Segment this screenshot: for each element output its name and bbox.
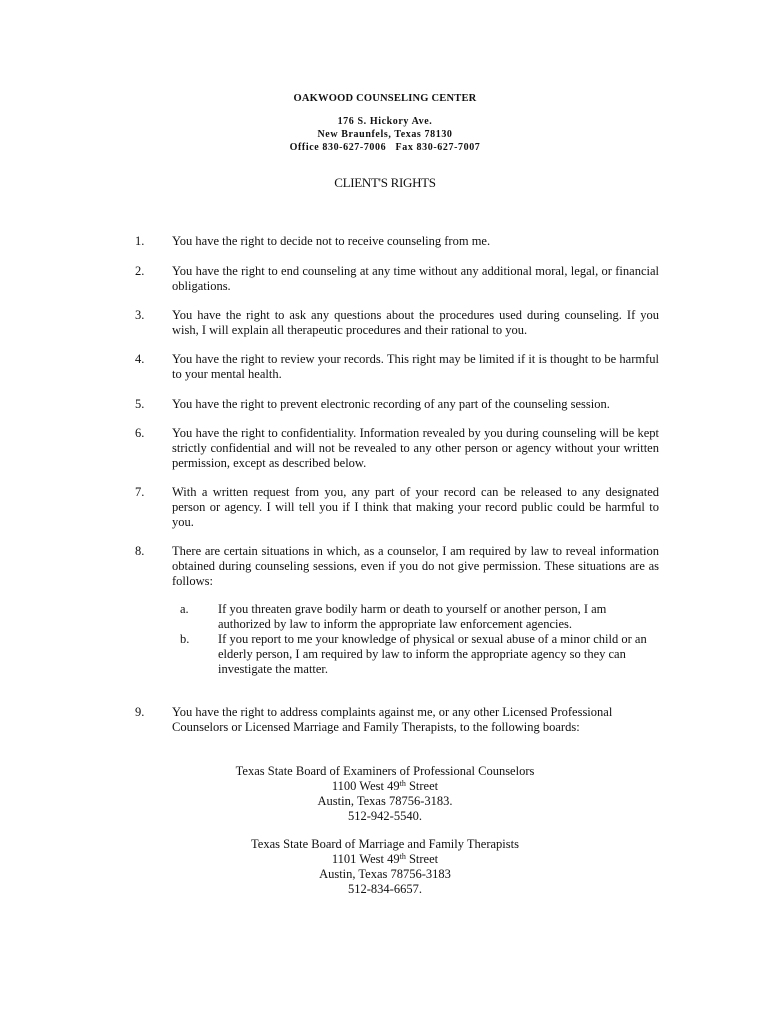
sub-item-text: If you threaten grave bodily harm or death to yourself or another person, I am authorized by law to inform the appropriate law enforcement agencies. bbox=[218, 602, 607, 631]
item-number: 6. bbox=[135, 426, 145, 440]
item-text: You have the right to decide not to receive counseling from me. bbox=[172, 234, 491, 248]
board-street bbox=[0, 852, 770, 867]
phone-fax-line: Office 830-627-7006 Fax 830-627-7007 bbox=[289, 142, 481, 153]
item-number: 8. bbox=[135, 544, 145, 558]
item-number: 1. bbox=[135, 234, 145, 248]
item-text: With a written request from you, any part of your record can be released to any designated person or agency. I will tell you if I think that making your record public could be harmful to you. bbox=[172, 485, 659, 529]
street-number: 1100 West 49 bbox=[331, 779, 400, 793]
item-number: 3. bbox=[135, 308, 145, 322]
board-phone: 512-942-5540. bbox=[348, 809, 422, 823]
address-line-2: New Braunfels, Texas 78130 bbox=[317, 129, 453, 140]
item-number: 5. bbox=[135, 397, 145, 411]
street-ordinal: th bbox=[399, 779, 406, 788]
letterhead bbox=[0, 92, 770, 154]
item-text: You have the right to ask any questions about the procedures used during counseling. If you wish, I will explain all therapeutic procedures and their rational to you. bbox=[172, 308, 659, 337]
sub-item-letter: b. bbox=[180, 632, 190, 646]
address-block bbox=[0, 115, 770, 154]
item-number: 4. bbox=[135, 352, 145, 366]
board-address bbox=[0, 764, 770, 824]
item-text: You have the right to address complaints against me, or any other Licensed Professional Counselors or Licensed Marriage and Family Therapists, to the following boards: bbox=[172, 705, 613, 734]
board-phone: 512-834-6657. bbox=[348, 882, 422, 896]
board-name: Texas State Board of Marriage and Family Therapists bbox=[251, 837, 519, 851]
board-address bbox=[0, 837, 770, 897]
street-name: Street bbox=[405, 779, 439, 793]
page-title: CLIENT'S RIGHTS bbox=[334, 175, 436, 190]
item-text: There are certain situations in which, as a counselor, I am required by law to reveal information obtained during counseling sessions, even if you do not give permission. These situations are as follows: bbox=[172, 544, 659, 588]
item-number: 2. bbox=[135, 264, 145, 278]
item-number: 9. bbox=[135, 705, 145, 719]
board-street bbox=[0, 779, 770, 794]
street-ordinal: th bbox=[399, 852, 406, 861]
item-text: You have the right to end counseling at any time without any additional moral, legal, or financial obligations. bbox=[172, 264, 659, 293]
center-name: OAKWOOD COUNSELING CENTER bbox=[293, 93, 477, 104]
street-name: Street bbox=[405, 852, 439, 866]
board-city: Austin, Texas 78756-3183. bbox=[317, 794, 453, 808]
board-name: Texas State Board of Examiners of Professional Counselors bbox=[235, 764, 535, 778]
item-number: 7. bbox=[135, 485, 145, 499]
address-line-1: 176 S. Hickory Ave. bbox=[337, 116, 433, 127]
item-text: You have the right to confidentiality. Information revealed by you during counseling will be kept strictly confidential and will not be revealed to any other person or agency without your written permission, except as described below. bbox=[172, 426, 659, 470]
item-text: You have the right to prevent electronic recording of any part of the counseling session. bbox=[172, 397, 610, 411]
sub-item-text: If you report to me your knowledge of physical or sexual abuse of a minor child or an elderly person, I am required by law to inform the appropriate agency so they can investigate the matter. bbox=[218, 632, 647, 676]
board-city: Austin, Texas 78756-3183 bbox=[319, 867, 451, 881]
street-number: 1101 West 49 bbox=[331, 852, 400, 866]
sub-item-letter: a. bbox=[180, 602, 189, 616]
item-text: You have the right to review your records. This right may be limited if it is thought to be harmful to your mental health. bbox=[172, 352, 659, 381]
